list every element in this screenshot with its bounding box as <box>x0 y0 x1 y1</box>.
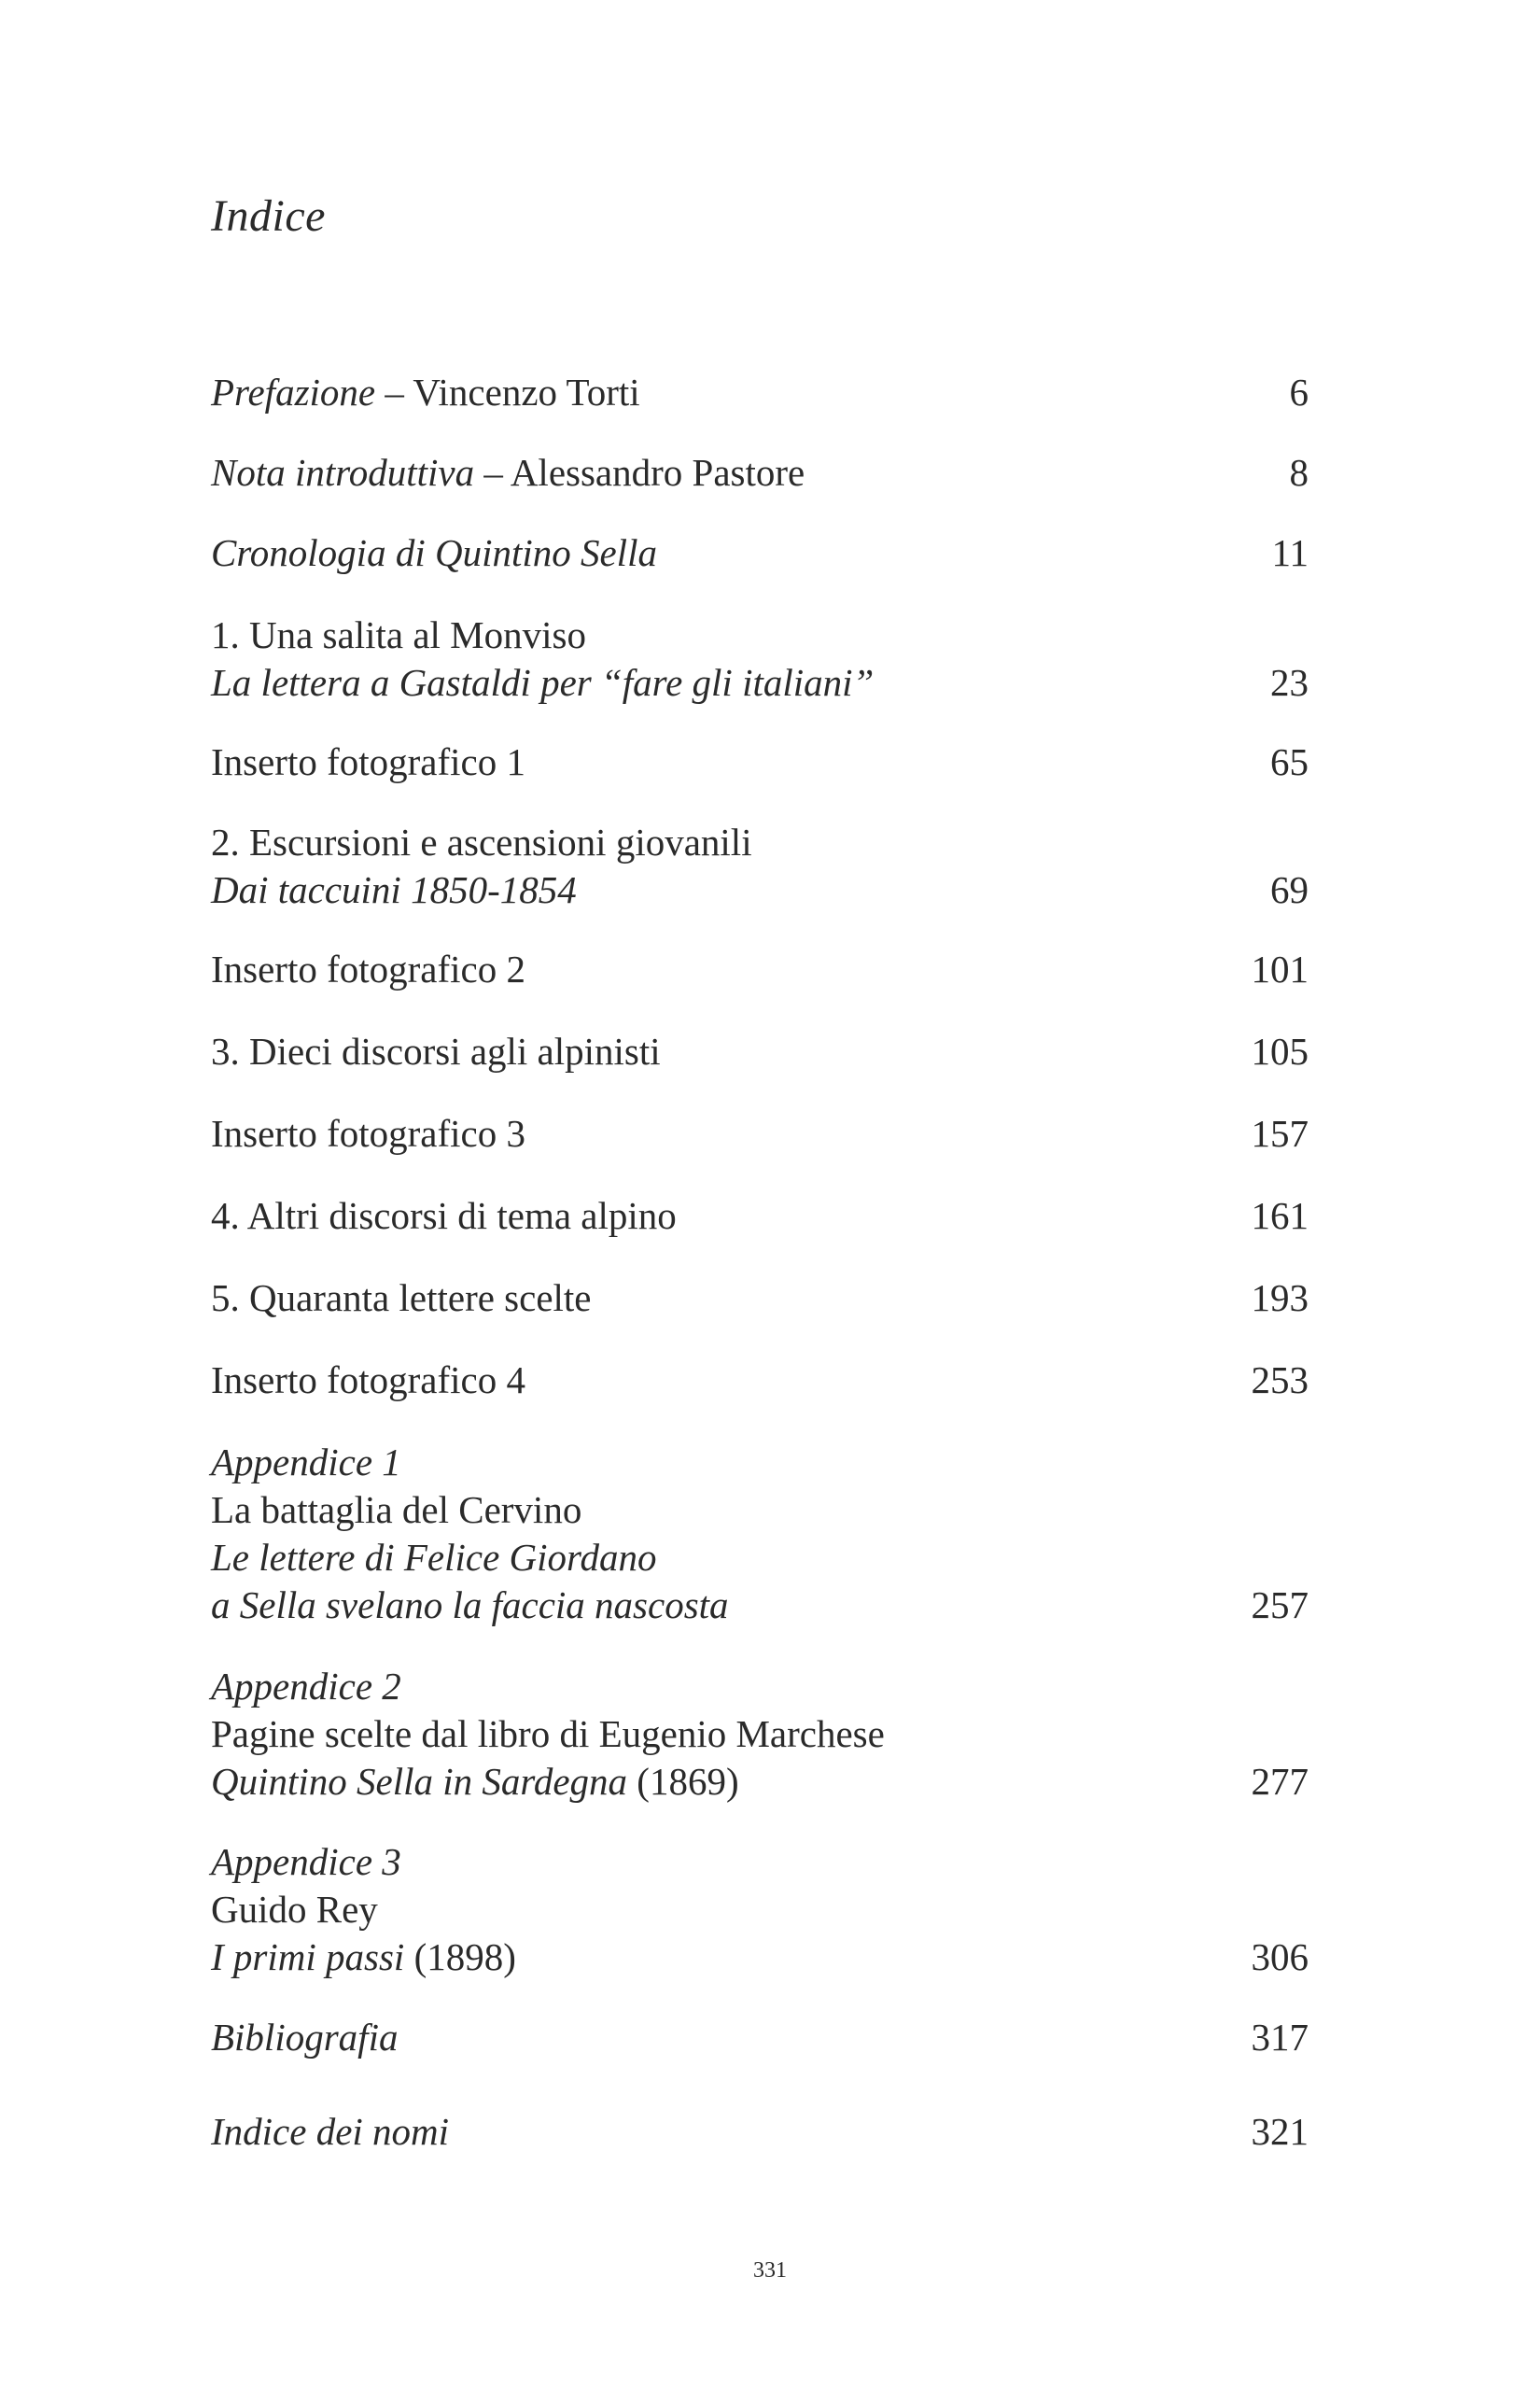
toc-page-number: 8 <box>1289 451 1309 494</box>
toc-entry-line <box>211 1534 1309 1582</box>
toc-entry-line <box>211 2014 1309 2061</box>
toc-entry-line <box>211 529 1309 577</box>
toc-entry-text-italic: Nota introduttiva <box>211 451 475 494</box>
toc-entry-line <box>211 449 1309 497</box>
toc-entry[interactable] <box>211 529 1309 577</box>
toc-entry-text: Pagine scelte dal libro di Eugenio Marchese <box>211 1712 885 1755</box>
toc-entry-line <box>211 1028 1309 1076</box>
toc-entry-text-italic: Appendice 3 <box>211 1840 401 1883</box>
toc-entry-text: Inserto fotografico 4 <box>211 1358 525 1401</box>
toc-entry-text: La battaglia del Cervino <box>211 1488 582 1531</box>
toc-entry[interactable] <box>211 946 1309 993</box>
toc-page-number: 321 <box>1251 2110 1309 2153</box>
toc-entry-text: Guido Rey <box>211 1888 378 1931</box>
toc-entry-line <box>211 1192 1309 1240</box>
toc-entry-text: 5. Quaranta lettere scelte <box>211 1276 592 1319</box>
toc-page-number: 193 <box>1251 1276 1309 1319</box>
toc-page-number: 317 <box>1251 2016 1309 2059</box>
toc-entry-text-italic: La lettera a Gastaldi per “fare gli italiani” <box>211 661 875 704</box>
toc-entry-text: – Alessandro Pastore <box>474 451 805 494</box>
toc-page-number: 69 <box>1270 868 1309 911</box>
toc-entry-text: (1898) <box>404 1935 516 1978</box>
toc-entry-text: 1. Una salita al Monviso <box>211 613 586 656</box>
toc-entry-text-italic: Le lettere di Felice Giordano <box>211 1536 657 1579</box>
toc-entry-text-italic: a Sella svelano la faccia nascosta <box>211 1583 729 1626</box>
toc-page-number: 6 <box>1289 371 1309 414</box>
toc-entry[interactable] <box>211 1274 1309 1322</box>
toc-entry[interactable] <box>211 449 1309 497</box>
toc-entry-line <box>211 612 1309 659</box>
toc-entry-text-italic: I primi passi <box>211 1935 405 1978</box>
toc-page-number: 65 <box>1270 740 1309 783</box>
toc-entry[interactable] <box>211 1663 1309 1806</box>
toc-entry[interactable] <box>211 1838 1309 1981</box>
toc-entry-text: Inserto fotografico 1 <box>211 740 525 783</box>
toc-page-number: 157 <box>1251 1112 1309 1155</box>
toc-page-number: 253 <box>1251 1358 1309 1401</box>
toc-entry-text-italic: Appendice 1 <box>211 1441 401 1483</box>
toc-page-number: 277 <box>1251 1760 1309 1803</box>
toc-page-number: 23 <box>1270 661 1309 704</box>
page-title: Indice <box>211 191 326 241</box>
toc-entry-text-italic: Appendice 2 <box>211 1665 401 1708</box>
toc-entry-text-italic: Prefazione <box>211 371 376 414</box>
toc-entry-text-italic: Bibliografia <box>211 2016 399 2059</box>
toc-entry[interactable] <box>211 2108 1309 2156</box>
toc-page-number: 11 <box>1271 531 1309 574</box>
toc-entry-line <box>211 1663 1309 1710</box>
toc-entry[interactable] <box>211 369 1309 416</box>
toc-entry[interactable] <box>211 738 1309 786</box>
toc-entry-text: 4. Altri discorsi di tema alpino <box>211 1194 677 1237</box>
toc-entry-line <box>211 1758 1309 1806</box>
toc-entry-line <box>211 1886 1309 1933</box>
toc-entry-text: 3. Dieci discorsi agli alpinisti <box>211 1030 661 1073</box>
toc-entry[interactable] <box>211 1357 1309 1404</box>
toc-page-number: 105 <box>1251 1030 1309 1073</box>
toc-entry-line <box>211 1933 1309 1981</box>
toc-page-number: 101 <box>1251 948 1309 991</box>
toc-entry-text: (1869) <box>627 1760 739 1803</box>
toc-page-number: 161 <box>1251 1194 1309 1237</box>
toc-entry[interactable] <box>211 2014 1309 2061</box>
toc-entry-line <box>211 2108 1309 2156</box>
toc-entry[interactable] <box>211 819 1309 914</box>
toc-entry-line <box>211 946 1309 993</box>
toc-entry[interactable] <box>211 1192 1309 1240</box>
toc-entry-line <box>211 1357 1309 1404</box>
toc-entry-line <box>211 1710 1309 1758</box>
toc-entry-line <box>211 1274 1309 1322</box>
toc-entry-line <box>211 369 1309 416</box>
toc-entry-line <box>211 866 1309 914</box>
toc-entry-text: 2. Escursioni e ascensioni giovanili <box>211 821 752 864</box>
toc-entry-text-italic: Dai taccuini 1850-1854 <box>211 868 577 911</box>
toc-entry-line <box>211 1439 1309 1486</box>
toc-entry-text: – Vincenzo Torti <box>375 371 640 414</box>
toc-entry-text: Inserto fotografico 3 <box>211 1112 525 1155</box>
toc-entry-line <box>211 659 1309 707</box>
toc-entry-text-italic: Quintino Sella in Sardegna <box>211 1760 628 1803</box>
toc-entry-line <box>211 1582 1309 1629</box>
toc-entry-text-italic: Cronologia di Quintino Sella <box>211 531 657 574</box>
page-number: 331 <box>753 2258 787 2283</box>
toc-entry-text-italic: Indice dei nomi <box>211 2110 450 2153</box>
toc-entry[interactable] <box>211 1439 1309 1629</box>
toc-page-number: 306 <box>1251 1935 1309 1978</box>
toc-entry-line <box>211 738 1309 786</box>
toc-entry-line <box>211 1486 1309 1534</box>
toc-entry-line <box>211 1110 1309 1158</box>
toc-entry[interactable] <box>211 1110 1309 1158</box>
toc-entry-text: Inserto fotografico 2 <box>211 948 525 991</box>
toc-entry[interactable] <box>211 1028 1309 1076</box>
toc-entry[interactable] <box>211 612 1309 707</box>
toc-page-number: 257 <box>1251 1583 1309 1626</box>
toc-entry-line <box>211 819 1309 866</box>
toc-entry-line <box>211 1838 1309 1886</box>
